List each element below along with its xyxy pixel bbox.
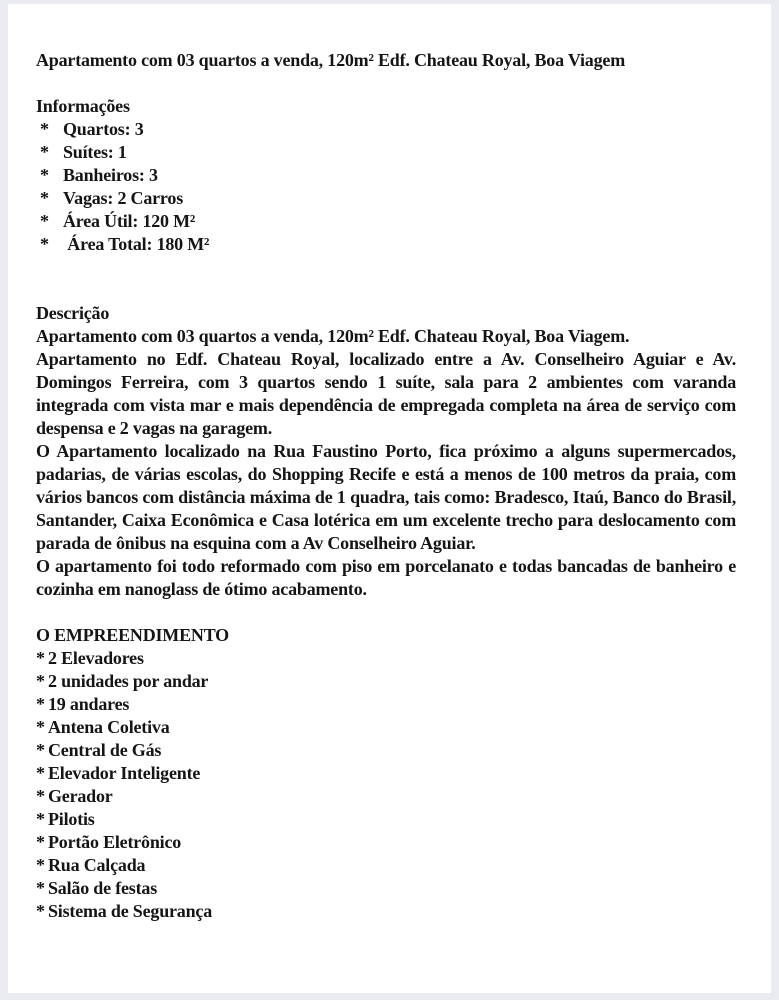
building-item-label: Portão Eletrônico [48, 832, 182, 852]
asterisk-bullet: * [40, 188, 49, 208]
building-item-label: 19 andares [48, 694, 130, 714]
blank-line [36, 601, 736, 624]
asterisk-bullet: * [40, 165, 49, 185]
building-item-row [36, 831, 736, 854]
listing-title: Apartamento com 03 quartos a venda, 120m² Edf. Chateau Royal, Boa Viagem [36, 50, 625, 70]
blank-line [36, 256, 736, 302]
asterisk-bullet: * [40, 142, 49, 162]
asterisk-bullet: * [40, 234, 49, 254]
building-item-row [36, 739, 736, 762]
asterisk-bullet: * [36, 648, 45, 668]
asterisk-bullet: * [36, 878, 45, 898]
description-paragraph: Apartamento no Edf. Chateau Royal, localizado entre a Av. Conselheiro Aguiar e Av. Domingos Ferreira, com 3 quartos sendo 1 suíte, sala para 2 ambientes com varanda integrada com vista mar e mais dependência de empregada completa na área de serviço com despensa e 2 vagas na garagem. [36, 349, 736, 438]
building-item-label: Antena Coletiva [48, 717, 170, 737]
building-item-label: 2 Elevadores [48, 648, 144, 668]
building-section [36, 624, 736, 923]
asterisk-bullet: * [36, 694, 45, 714]
building-item-row [36, 670, 736, 693]
info-item-label: Área Total: 180 M² [63, 234, 210, 254]
listing-document [8, 4, 771, 993]
building-item-label: Elevador Inteligente [48, 763, 201, 783]
description-paragraph: Apartamento com 03 quartos a venda, 120m² Edf. Chateau Royal, Boa Viagem. [36, 326, 630, 346]
info-item-label: Suítes: 1 [63, 142, 127, 162]
asterisk-bullet: * [36, 740, 45, 760]
description-paragraph: O apartamento foi todo reformado com piso em porcelanato e todas bancadas de banheiro e cozinha em nanoglass de ótimo acabamento. [36, 556, 736, 599]
building-item-label: Salão de festas [48, 878, 157, 898]
asterisk-bullet: * [36, 786, 45, 806]
building-item-row [36, 900, 736, 923]
description-section [36, 302, 736, 601]
building-item-row [36, 877, 736, 900]
info-item-row [36, 233, 736, 256]
building-item-row [36, 785, 736, 808]
info-item-row [36, 141, 736, 164]
building-item-row [36, 647, 736, 670]
info-item-row [36, 118, 736, 141]
info-section [36, 95, 736, 256]
info-item-row [36, 187, 736, 210]
building-item-label: Central de Gás [48, 740, 162, 760]
building-item-label: Gerador [48, 786, 113, 806]
building-item-row [36, 854, 736, 877]
asterisk-bullet: * [36, 717, 45, 737]
asterisk-bullet: * [40, 119, 49, 139]
info-heading: Informações [36, 96, 130, 116]
description-heading: Descrição [36, 303, 110, 323]
info-item-label: Quartos: 3 [63, 119, 144, 139]
description-paragraph: O Apartamento localizado na Rua Faustino Porto, fica próximo a alguns supermercados, padarias, de várias escolas, do Shopping Recife e está a menos de 100 metros da praia, com vários bancos com distância máxima de 1 quadra, tais como: Bradesco, Itaú, Banco do Brasil, Santander, Caixa Econômica e Casa lotérica em um excelente trecho para deslocamento com parada de ônibus na esquina com a Av Conselheiro Aguiar. [36, 441, 736, 553]
building-item-row [36, 693, 736, 716]
asterisk-bullet: * [40, 211, 49, 231]
info-item-row [36, 210, 736, 233]
info-item-label: Área Útil: 120 M² [63, 211, 196, 231]
info-item-row [36, 164, 736, 187]
building-heading: O EMPREENDIMENTO [36, 625, 229, 645]
asterisk-bullet: * [36, 763, 45, 783]
building-item-row [36, 716, 736, 739]
info-item-label: Vagas: 2 Carros [63, 188, 184, 208]
building-item-row [36, 808, 736, 831]
asterisk-bullet: * [36, 671, 45, 691]
building-item-row [36, 762, 736, 785]
asterisk-bullet: * [36, 809, 45, 829]
building-item-label: Sistema de Segurança [48, 901, 212, 921]
asterisk-bullet: * [36, 855, 45, 875]
info-item-label: Banheiros: 3 [63, 165, 158, 185]
building-item-label: Rua Calçada [48, 855, 146, 875]
asterisk-bullet: * [36, 832, 45, 852]
asterisk-bullet: * [36, 901, 45, 921]
building-item-label: Pilotis [48, 809, 95, 829]
building-item-label: 2 unidades por andar [48, 671, 209, 691]
blank-line [36, 72, 736, 95]
